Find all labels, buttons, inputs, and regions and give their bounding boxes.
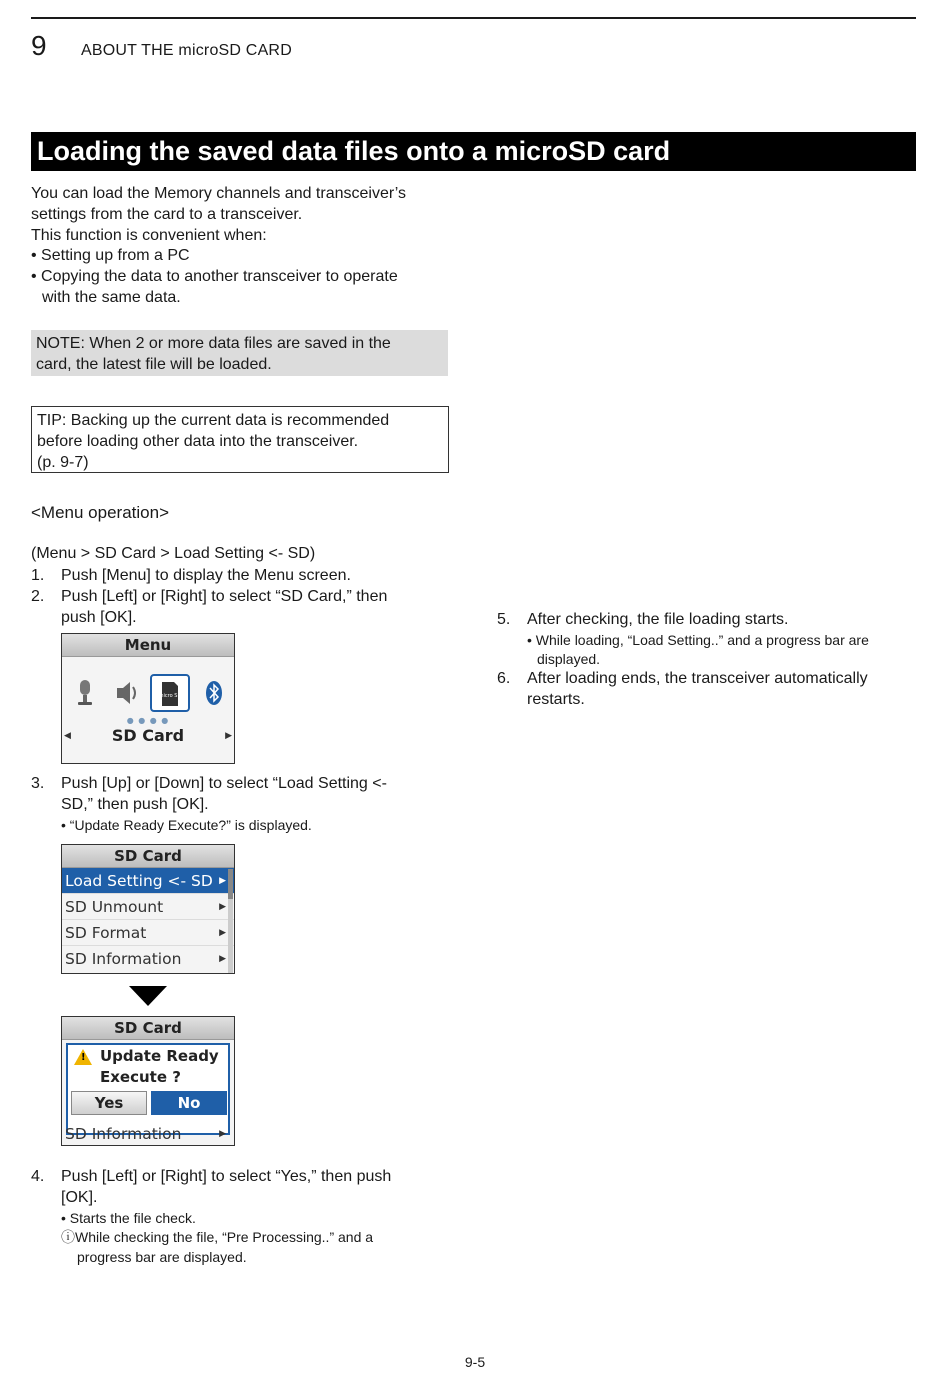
page-number: 9-5 [464, 1354, 486, 1370]
sd-card-screen [61, 844, 235, 974]
menu-screen [61, 633, 235, 764]
tip-line: (p. 9-7) [37, 454, 89, 471]
intro-bullet-cont: with the same data. [42, 288, 181, 306]
list-item-load-setting[interactable] [62, 868, 234, 894]
section-title: Loading the saved data files onto a microSD card [31, 132, 916, 171]
step-text: Push [Left] or [Right] to select “Yes,” then push [61, 1168, 392, 1185]
list-item-sd-information[interactable] [62, 1121, 234, 1146]
menu-icons-row [62, 674, 234, 714]
top-rule [31, 17, 916, 19]
scrollbar-thumb[interactable] [228, 869, 233, 899]
list-item-label: Load Setting <- SD [65, 872, 213, 890]
confirm-dialog-screen [61, 1016, 235, 1146]
intro-line: You can load the Memory channels and transceiver’s [31, 185, 407, 202]
menu-path: (Menu > SD Card > Load Setting <- SD) [31, 545, 316, 562]
speaker-icon[interactable] [109, 674, 145, 712]
chevron-right-icon: ▶ [219, 902, 226, 912]
tip-line: before loading other data into the transceiver. [37, 433, 359, 450]
chevron-right-icon: ▶ [219, 876, 226, 886]
list-item-sd-information[interactable] [62, 946, 234, 972]
no-button[interactable]: No [151, 1091, 227, 1115]
microphone-icon[interactable] [67, 674, 103, 712]
dialog-message: Update Ready [100, 1047, 219, 1065]
chevron-right-icon: ▶ [219, 1129, 226, 1139]
dialog-message: Execute ? [100, 1068, 181, 1086]
list-item-label: SD Information [65, 1125, 182, 1143]
step-number: 6. [497, 670, 511, 687]
note-line: NOTE: When 2 or more data files are saved in the [36, 335, 391, 352]
intro-bullet: • Setting up from a PC [31, 247, 190, 265]
tip-line: TIP: Backing up the current data is recommended [37, 412, 390, 429]
step-text: Push [Menu] to display the Menu screen. [61, 567, 351, 584]
step-2 [31, 587, 451, 629]
note-line: card, the latest file will be loaded. [36, 356, 272, 373]
menu-screen-title: Menu [62, 634, 234, 657]
step-subtext: • While loading, “Load Setting..” and a progress bar are [527, 631, 869, 648]
intro-line: settings from the card to a transceiver. [31, 205, 303, 223]
chapter-number: 9 [31, 30, 47, 61]
sd-card-icon[interactable] [150, 674, 190, 712]
step-6 [497, 669, 917, 711]
step-text: Push [Left] or [Right] to select “SD Card,” then [61, 588, 388, 605]
step-text: After checking, the file loading starts. [527, 611, 789, 628]
step-subtext: ⓘWhile checking the file, “Pre Processing..” and a [61, 1229, 374, 1246]
list-item-label: SD Information [65, 950, 182, 968]
step-text: SD,” then push [OK]. [61, 795, 209, 813]
tip-box [31, 406, 449, 473]
step-subtext: displayed. [537, 651, 601, 668]
chevron-right-icon: ▶ [219, 928, 226, 938]
step-subtext: • “Update Ready Execute?” is displayed. [61, 816, 312, 833]
right-arrow-icon: ▶ [225, 731, 232, 741]
intro-bullet: • Copying the data to another transceiver to operate [31, 268, 398, 286]
intro-text [31, 184, 451, 309]
step-number: 5. [497, 611, 511, 628]
step-text: Push [Up] or [Down] to select “Load Setting <- [61, 775, 387, 792]
list-item-label: SD Unmount [65, 898, 164, 916]
step-4 [31, 1167, 451, 1267]
step-5 [497, 610, 917, 670]
step-number: 3. [31, 775, 45, 792]
sd-screen-title: SD Card [62, 845, 234, 868]
step-text: After loading ends, the transceiver automatically [527, 670, 868, 687]
step-text: [OK]. [61, 1188, 98, 1206]
chevron-right-icon: ▶ [219, 954, 226, 964]
step-1 [31, 566, 451, 587]
step-subtext: • Starts the file check. [61, 1209, 196, 1226]
step-number: 4. [31, 1168, 45, 1185]
dialog-screen-title: SD Card [62, 1017, 234, 1040]
warning-icon: ! [74, 1049, 92, 1065]
page-dots: ● ● ● ● [126, 716, 170, 725]
list-item-sd-unmount[interactable] [62, 894, 234, 920]
menu-operation-heading: <Menu operation> [31, 503, 169, 522]
menu-selected-label: SD Card [111, 726, 185, 745]
chapter-title: ABOUT THE microSD CARD [81, 42, 292, 59]
intro-line: This function is convenient when: [31, 226, 267, 244]
scrollbar[interactable] [228, 869, 233, 973]
step-number: 2. [31, 588, 45, 605]
step-text: push [OK]. [61, 608, 137, 626]
sd-icon-label: micro SD [158, 693, 182, 699]
list-item-label: SD Format [65, 924, 147, 942]
note-box [31, 330, 448, 376]
step-3 [31, 774, 451, 835]
list-item-sd-format[interactable] [62, 920, 234, 946]
down-arrow-icon [129, 986, 167, 1006]
step-text: restarts. [527, 690, 585, 708]
yes-button[interactable]: Yes [71, 1091, 147, 1115]
step-subtext: progress bar are displayed. [77, 1248, 247, 1265]
left-arrow-icon: ◀ [64, 731, 71, 741]
step-number: 1. [31, 567, 45, 584]
bluetooth-icon[interactable] [196, 674, 232, 712]
